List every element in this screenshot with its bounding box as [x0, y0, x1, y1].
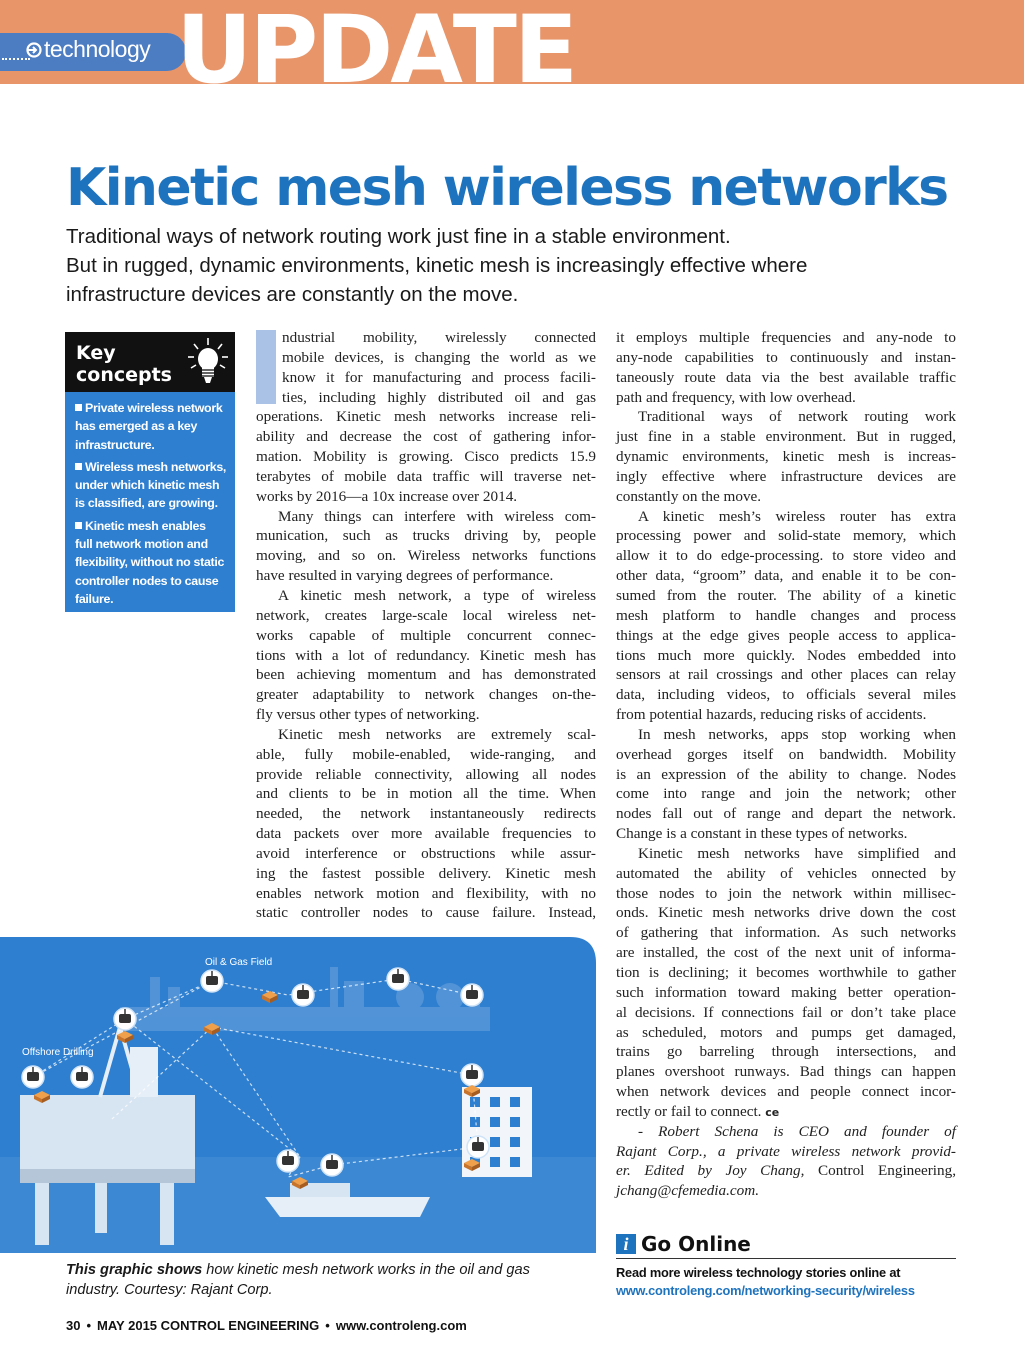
key-concepts-list — [75, 399, 235, 612]
body-line: network, creates large-scale local wireless net- — [256, 606, 596, 624]
body-line: static controller nodes to cause failure. Instead, — [256, 904, 596, 922]
byline-line: Rajant Corp., a private wireless network provid- — [616, 1142, 956, 1160]
body-line: needed, the network instantaneously redirects — [256, 805, 596, 823]
body-line: and clients to be in motion all the time. When — [256, 785, 596, 803]
key-concept-item — [75, 458, 235, 513]
body-line: A kinetic mesh’s wireless router has extra — [638, 507, 956, 525]
body-line: is an expression of the ability to change. Nodes — [616, 765, 956, 783]
body-line: works by 2016—a 10x increase over 2014. — [256, 487, 518, 505]
article-headline: Kinetic mesh wireless networks — [66, 158, 948, 218]
label-oil-gas-field: Oil & Gas Field — [205, 957, 273, 968]
byline-text: Control Engineering, — [804, 1162, 956, 1180]
section-label: technology — [44, 36, 151, 62]
body-line: as scheduled, motors and pumps get damaged, — [616, 1023, 956, 1041]
body-line: sensors at rail crossings and other places can relay — [616, 666, 956, 684]
body-line: overhead gorges itself on bandwidth. Mobility — [616, 745, 956, 763]
body-line: automated the ability of vehicles onnected by — [616, 864, 956, 882]
body-line: planes overshoot runways. Bad things can happen — [616, 1063, 956, 1081]
key-concept-text: full network motion and — [75, 537, 208, 552]
key-concept-item — [75, 517, 235, 608]
end-mark: ce — [765, 1105, 780, 1119]
body-line: avoid interference or obstructions while assur- — [256, 844, 596, 862]
body-line: things at the edge gives people access to applica- — [616, 626, 956, 644]
body-line: Kinetic mesh networks are extremely scal- — [278, 725, 596, 743]
footer-bullet: • — [86, 1318, 92, 1333]
body-line: onds. Kinetic mesh networks drive down the cost — [616, 904, 956, 922]
body-line: operations. Kinetic mesh networks increase reli- — [256, 408, 596, 426]
body-line: mobile devices, is changing the world as we — [282, 348, 596, 366]
body-line: greater adaptability to network changes on-the- — [256, 686, 596, 704]
body-line: ing the fastest possible delivery. Kinetic mesh — [256, 864, 596, 882]
deck-line: But in rugged, dynamic environments, kinetic mesh is increasingly effective where — [66, 254, 808, 277]
body-line: processing power and solid-state memory, which — [616, 527, 956, 545]
byline-line — [616, 1161, 956, 1181]
body-line — [616, 1102, 956, 1122]
body-line: are installed, the cost of the next unit of informa- — [616, 944, 956, 962]
key-concept-text: has emerged as a key — [75, 419, 198, 434]
key-concepts-header — [65, 332, 235, 392]
body-line: from potential hazards, reducing risks of accidents. — [616, 706, 927, 724]
footer-bullet: • — [325, 1318, 330, 1333]
go-online-link[interactable]: www.controleng.com/networking-security/wireless — [616, 1283, 915, 1298]
section-banner — [0, 0, 1024, 84]
key-concept-text: Wireless mesh networks, — [85, 459, 227, 474]
body-line: ingly effective where infrastructure devices are — [616, 467, 956, 485]
body-line: data packets over more available frequencies to — [256, 825, 596, 843]
body-line: tion is declining; it becomes worthwhile to gather — [616, 964, 956, 981]
key-concept-text: flexibility, without no static — [75, 555, 225, 570]
body-line: Traditional ways of network routing work — [638, 408, 956, 426]
key-concept-text: Private wireless network — [85, 401, 223, 415]
caption-text: industry. Courtesy: Rajant Corp. — [66, 1282, 273, 1298]
key-concept-text: Kinetic mesh enables — [85, 518, 206, 533]
section-title: UPDATE — [176, 0, 576, 84]
body-line: works capable of multiple concurrent connec- — [256, 626, 596, 644]
body-line: allow it to do edge-processing. to store video and — [616, 547, 956, 565]
body-line: Change is a constant in these types of networks. — [616, 825, 908, 843]
key-concept-text: is classified, are growing. — [75, 496, 218, 511]
body-line: path and frequency, with low overhead. — [616, 388, 856, 406]
body-line: data, including videos, to officials several miles — [616, 686, 956, 704]
byline-text: er. Edited by Joy Chang, — [616, 1162, 805, 1180]
key-concept-item — [75, 399, 235, 454]
body-line: A kinetic mesh network, a type of wireless — [278, 586, 596, 604]
key-concepts-box — [65, 332, 235, 612]
page-footer — [66, 1317, 467, 1335]
key-concepts-title — [76, 342, 172, 386]
body-line: nodes fall out of range and depart the network. — [616, 805, 956, 823]
page-number: 30 — [66, 1318, 81, 1333]
body-line: come into range and join the network; other — [616, 785, 956, 803]
body-line: able, fully mobile-enabled, wide-ranging, and — [256, 745, 596, 763]
key-concept-text: under which kinetic mesh — [75, 478, 220, 493]
body-line: enables network motion and flexibility, with no — [256, 884, 596, 902]
body-line: know it for manufacturing and process facili- — [282, 368, 596, 386]
body-line-text: rectly or fail to connect. — [616, 1102, 762, 1120]
body-line: taneously route data via the best available traffic — [616, 368, 956, 386]
byline-line: jchang@cfemedia.com. — [616, 1182, 760, 1200]
body-line: it employs multiple frequencies and any-node to — [616, 329, 956, 346]
key-concept-text: controller nodes to cause — [75, 573, 219, 588]
body-line: moving, and so on. Wireless networks functions — [256, 547, 596, 565]
body-line: any-node capabilities to continuously and instan- — [616, 348, 956, 366]
body-line: mation. Mobility is growing. Cisco predicts 15.9 — [256, 448, 596, 466]
body-line: ties, including highly distributed oil and gas — [282, 388, 596, 406]
body-column-right — [616, 328, 956, 1201]
body-line: mesh platform to handle changes and process — [616, 606, 956, 624]
body-line: Kinetic mesh networks have simplified and — [638, 844, 956, 862]
body-column-left — [256, 328, 596, 923]
lightbulb-icon — [185, 336, 231, 390]
body-line: when network devices and people connect incor- — [616, 1083, 956, 1101]
body-line: In mesh networks, apps stop working when — [638, 725, 956, 743]
body-line: Many things can interfere with wireless com- — [278, 507, 596, 525]
deck-line: infrastructure devices are constantly on the move. — [66, 283, 519, 306]
byline-line: - Robert Schena is CEO and founder of — [638, 1122, 956, 1140]
bullet-square-icon — [75, 463, 82, 470]
bullet-square-icon — [75, 404, 82, 411]
arrow-circle-icon — [26, 42, 42, 58]
body-line: have resulted in varying degrees of performance. — [256, 567, 554, 585]
issue-label: MAY 2015 CONTROL ENGINEERING — [97, 1318, 320, 1333]
caption-text: how kinetic mesh network works in the oil and gas — [202, 1262, 530, 1278]
body-line: terabytes of mobile data traffic will traverse net- — [256, 467, 596, 485]
footer-url[interactable]: www.controleng.com — [335, 1318, 467, 1333]
body-line: ndustrial mobility, wirelessly connected — [282, 329, 596, 346]
figure-caption — [66, 1260, 586, 1300]
body-line: al decisions. If connections fail or don’t take place — [616, 1003, 956, 1021]
body-line: trains go barreling through intersections, and — [616, 1043, 956, 1061]
body-line: tions much more quickly. Nodes embedded into — [616, 646, 956, 664]
body-line: of gathering that information. As such networks — [616, 924, 956, 942]
body-line: sumed from the router. The ability of a kinetic — [616, 586, 956, 604]
key-concept-text: failure. — [75, 591, 114, 606]
go-online-divider — [616, 1258, 956, 1259]
body-line: dynamic environments, kinetic mesh is increas- — [616, 448, 956, 466]
label-offshore-drilling: Offshore Drilling — [22, 1047, 94, 1058]
bullet-square-icon — [75, 522, 82, 529]
body-line: munication, such as trucks driving by, people — [256, 527, 596, 545]
go-online-title: Go Online — [641, 1232, 751, 1256]
body-line: tions with a lot of redundancy. Kinetic mesh has — [256, 646, 596, 664]
body-line: such information toward making better operation- — [616, 983, 956, 1001]
key-concepts-title-line: concepts — [76, 364, 172, 386]
body-line: ability and decrease the cost of gathering infor- — [256, 428, 596, 446]
info-icon: i — [616, 1234, 636, 1254]
body-line: other data, “groom” data, and enable it to be con- — [616, 567, 956, 585]
deck-line: Traditional ways of network routing work just fine in a stable environment. — [66, 225, 731, 248]
body-line: constantly on the move. — [616, 487, 762, 505]
body-line: been achieving momentum and has demonstrated — [256, 666, 596, 684]
dotted-line — [2, 58, 30, 60]
body-line: just fine in a stable environment. But in rugged, — [616, 428, 956, 446]
mesh-network-illustration — [0, 937, 596, 1253]
go-online-text: Read more wireless technology stories online at — [616, 1265, 901, 1280]
body-line: those nodes to join the network within millisec- — [616, 884, 956, 902]
body-line: provide reliable connectivity, allowing all nodes — [256, 765, 596, 783]
key-concept-text: infrastructure. — [75, 437, 155, 452]
body-line: fly versus other types of networking. — [256, 706, 480, 724]
article-deck — [66, 222, 966, 309]
caption-lead: This graphic shows — [66, 1262, 203, 1278]
key-concepts-title-line: Key — [76, 342, 116, 364]
